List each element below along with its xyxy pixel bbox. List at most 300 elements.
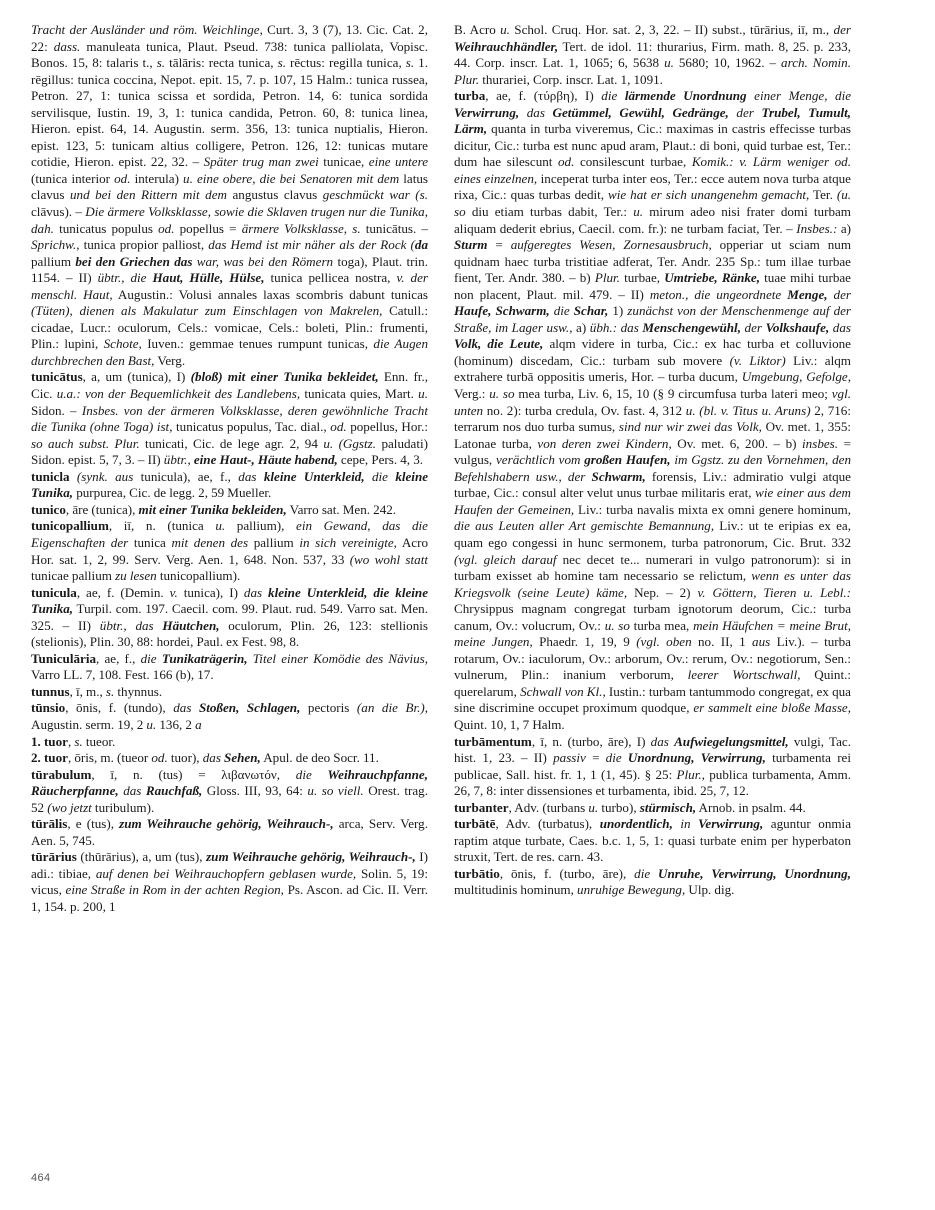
dictionary-entry (454, 816, 851, 866)
citation-text: Varro sat. Men. 242. (286, 501, 397, 517)
italic-note: die (601, 88, 618, 104)
italic-note: das (123, 783, 142, 799)
citation-text: tuae mihi turbae non placent, Plaut. mil. 479. – II) (454, 270, 851, 302)
citation-text: Nep. – 2) (627, 584, 698, 600)
headword: tunnus (31, 683, 70, 699)
citation-text: tunicula), ae, f., (133, 468, 239, 484)
italic-note: von deren zwei Kindern, (537, 435, 672, 451)
italic-note: übtr., das (99, 617, 154, 633)
citation-text: , ī, n. (tus) = λιβανωτόν, (91, 766, 296, 782)
citation-text: Quint. 10, 1, 7 Halm. (454, 716, 565, 732)
german-gloss: zum Weihrauche gehörig, Weihrauch-, (119, 816, 334, 832)
italic-note: so auch subst. Plur. (31, 435, 140, 451)
dictionary-entry (31, 585, 428, 651)
italic-note: wenn es unter das Kriegsvolk (seine Leute) käme, (454, 568, 851, 600)
german-gloss: Tunikaträgerin, (161, 650, 248, 666)
citation-text: popellus = (174, 220, 242, 236)
german-gloss: Häutchen, (162, 617, 220, 633)
citation-text: manuleata tunica, Plaut. Pseud. 738: tunica palliolata, Vopisc. Bonos. 15, 8: talaris t., (31, 38, 429, 71)
citation-text: Augustin. serm. 19, 2 (31, 716, 147, 732)
citation-text: Apul. de deo Socr. 11. (260, 750, 379, 766)
italic-note: s. (277, 55, 286, 71)
italic-note: das (202, 750, 221, 766)
citation-text: turbo), (598, 799, 640, 815)
italic-note: (Tüten), dienen als Makulatur zum Einschlagen von Makrelen, (31, 303, 383, 319)
italic-note: u. so (604, 617, 630, 633)
citation-text: (thūrārius), a, um (tus), (76, 849, 207, 865)
citation-text (519, 105, 527, 120)
headword: turbātio (454, 865, 500, 881)
headword: turbāmentum (454, 733, 532, 749)
italic-note: zu lesen (115, 568, 157, 584)
citation-text: thynnus. (114, 683, 163, 699)
italic-note: s. (156, 55, 166, 71)
citation-text: interula) (130, 170, 184, 186)
headword: tunico (31, 501, 66, 517)
citation-text: pallium (248, 534, 300, 550)
italic-note: das (526, 104, 545, 120)
citation-text (650, 866, 658, 881)
italic-note: eine Straße in Rom in der achten Region, (65, 882, 284, 898)
citation-text: forensis, Liv.: admiratio vulgi atque turbae, Cic.: consul alter velut unus turbae militaris erat, (454, 468, 851, 501)
citation-text: , ī, n. (turbo, āre), I) (531, 733, 651, 749)
italic-note: Später trug man zwei (203, 154, 319, 170)
citation-text: , ae, f. (Demin. (76, 584, 170, 600)
citation-text: alqm videre in turba, Cic.: ex hac turba et colluvione (hominum) discedam, Cic.: turbam sub movere (454, 336, 851, 368)
dictionary-entry (31, 849, 428, 915)
citation-text: Iuven.: gemmae tenues rumpunt tunicas, (141, 336, 374, 352)
german-gloss: Sturm (454, 237, 488, 253)
italic-note: zunächst von der Menschenmenge auf der Straße, im Lager usw., (454, 303, 852, 335)
italic-note: wie hat er sich unangenehm gemacht, (608, 187, 810, 203)
italic-note: die (553, 303, 570, 319)
italic-note: (vgl. gleich darauf (454, 551, 557, 567)
citation-text: , ae, f., (96, 650, 141, 666)
citation-text: , a, um (tunica), I) (82, 369, 191, 385)
citation-text: tunicātus. – (360, 220, 428, 236)
citation-text: publica turbamenta, Amm. 26, 7, 8: inter dissensiones et turbamenta, ibid. 25, 7, 12. (454, 766, 851, 799)
citation-text: Enn. fr., Cic. (31, 369, 428, 402)
citation-text: Turpil. com. 197. Caecil. com. 99. Plaut. rud. 549. Varro sat. Men. 325. – II) (31, 601, 428, 633)
german-gloss: Verwirrung, (698, 816, 764, 832)
citation-text: Ps. Ascon. ad Cic. II. Verr. 1, 154. p. 200, 1 (31, 882, 428, 914)
citation-text: = (585, 750, 606, 766)
dictionary-entry (31, 651, 428, 684)
german-gloss: Haufe, Schwarm, (454, 303, 550, 319)
italic-note: (wo wohl statt (349, 551, 428, 567)
citation-text: Orest. trag. 52 (31, 783, 428, 815)
dictionary-entry (31, 469, 428, 502)
headword: turba (454, 88, 486, 104)
italic-note: u. eine obere, die bei Senatoren mit dem (183, 170, 400, 186)
italic-note: passiv (553, 750, 586, 766)
citation-text: Liv.). – turba rotarum, Ov.: iaculorum, Ov.: arborum, Ov.: rerum, Ov.: negotiorum, Sen.: vulnerum, Plin.: inanium verborum, (454, 634, 851, 683)
citation-text: Augustin.: Volusi annales laxas scombris dabunt tunicas (112, 286, 428, 302)
italic-note: aus (752, 634, 771, 650)
italic-note: dass. (53, 38, 81, 54)
citation-text: pallium (31, 253, 76, 269)
italic-note: der (744, 319, 762, 335)
german-gloss: Weihrauchhändler, (454, 38, 559, 54)
italic-note: die (605, 750, 622, 766)
citation-text: = vulgus, (454, 435, 851, 468)
citation-text (312, 767, 328, 782)
citation-text: Ter. (809, 187, 837, 203)
italic-note: arch. Nomin. Plur. (454, 55, 851, 87)
italic-note: aufgeregtes Wesen, Zornesausbruch, (510, 237, 712, 253)
citation-text: 1. rēgillus: tunica coccina, Nepot. epit. 15, 7. p. 107, 15 Halm.: tunica russea, Petron. 27, 1: tunica scissa et sordida, Petron. 14, 6: tunica sordida servilisque, Iustin. 19, 3, 1: tunica candida, Petron. 60, 8: tunica linea, Hieron. epist. 64, 14. Augustin. serm. 356, 13: tunica nuptialis, Hieron. epist. 123, 5: tunicam altius colligere, Petron. 126, 12: tunicas mutare cotidie, Hieron. epist. 22, 32. – (31, 55, 429, 170)
german-gloss: Unordnung, Verwirrung, (627, 750, 766, 766)
citation-text: tunicopallium). (156, 568, 241, 584)
citation-text: turibulum). (91, 799, 155, 815)
dictionary-entry (31, 518, 428, 584)
citation-text (365, 469, 372, 484)
italic-note: (u. so (454, 187, 852, 220)
italic-note: a (195, 716, 202, 732)
dictionary-entry (31, 684, 428, 701)
italic-note: er sammelt eine bloße Masse, (693, 700, 851, 716)
italic-note: das (173, 700, 192, 716)
italic-note: Tracht der Ausländer und röm. Weichlinge, (31, 22, 263, 37)
citation-text: no. II, 1 (691, 634, 753, 650)
citation-text: nec decet te... numerari in vulgo patronorum): si in turbam exisset ab homine tam necessario se relictum, (454, 551, 852, 584)
citation-text: Acro Hor. sat. 1, 2, 99. Serv. Verg. Aen. 1, 648. Non. 537, 33 (31, 534, 428, 567)
italic-note: einer Menge, die (754, 88, 852, 104)
italic-note: war, was bei den Römern (192, 253, 334, 269)
headword: tūrabulum (31, 766, 92, 782)
citation-text (191, 700, 199, 715)
citation-text: pectoris (300, 700, 357, 716)
german-gloss: großen Haufen, (584, 452, 671, 468)
italic-note: (wo jetzt (47, 799, 92, 815)
headword: tūrālis (31, 816, 68, 832)
german-gloss: Sehen, (224, 750, 261, 766)
citation-text: Ov. met. 6, 200. – b) (671, 435, 803, 451)
italic-note: s. (405, 55, 415, 71)
page-number: 464 (31, 1172, 51, 1184)
citation-text: Liv.: ut te eripias ex ea, quam ego congessi in hunc sermonem, turba patronorum, Cic. Brut. 332 (454, 518, 851, 550)
italic-note: die (295, 766, 312, 782)
citation-text: angustus clavus (226, 187, 323, 203)
headword: Tuniculāria (31, 650, 97, 666)
italic-note: in (680, 816, 691, 832)
headword: tūnsio (31, 700, 66, 716)
italic-note: insbes. (802, 435, 839, 451)
citation-text: multitudinis hominum, (454, 882, 578, 898)
italic-note: eine untere (368, 154, 429, 170)
citation-text (256, 469, 263, 484)
german-gloss: Haut, Hülle, Hülse, (152, 270, 265, 286)
italic-note: der (736, 104, 754, 120)
citation-text: Varro LL. 7, 108. Fest. 166 (b), 17. (31, 667, 214, 683)
citation-text: popellus, Hor.: (346, 419, 428, 435)
italic-note: Plur., (676, 766, 705, 782)
italic-note: geschmückt war (s. (322, 187, 428, 203)
italic-note: das (238, 468, 257, 484)
italic-note: u. (215, 518, 226, 534)
italic-note: wie einer aus dem Haufen der Gemeinen, (454, 485, 851, 517)
german-gloss: Menge, (787, 286, 828, 302)
german-gloss: (bloß) mit einer Tunika bekleidet, (190, 369, 379, 385)
left-text-column (31, 22, 428, 1162)
headword: tunicula (31, 584, 77, 600)
headword: tunicātus (31, 369, 83, 385)
italic-note: übtr., die (97, 270, 147, 286)
dictionary-entry (454, 866, 851, 899)
citation-text: Iustin.: turbam tantummodo congregat, ex qua sine discrimine occupet proximum quodque, (454, 683, 851, 716)
italic-note: Schwall von Kl., (520, 683, 606, 699)
citation-text: tunicatus populus (53, 220, 159, 236)
italic-note: sind nur wir zwei das Volk, (618, 419, 762, 435)
citation-text: Quint.: querelarum, (454, 667, 851, 699)
citation-text: Liv.: turba navalis mixta ex omni genere hominum, (574, 501, 851, 517)
citation-text: purpurea, Cic. de legg. 2, 59 Mueller. (73, 485, 272, 501)
german-gloss: kleine Unterkleid, die kleine Tunika, (31, 584, 429, 617)
german-gloss: Aufwiegelungsmittel, (674, 733, 789, 749)
german-gloss: Getümmel, Gewühl, Gedränge, (552, 104, 729, 120)
italic-note: od. (558, 154, 575, 170)
citation-text: I) adi.: tibiae, (31, 849, 428, 881)
citation-text: turba mea, (629, 617, 694, 633)
italic-note: Schote, (103, 336, 142, 352)
italic-note: unruhige Bewegung, (577, 882, 686, 898)
citation-text: , ōnis, f. (turbo, āre), (499, 865, 635, 881)
italic-note: und bei den Rittern mit dem (69, 187, 227, 203)
citation-text: Arnob. in psalm. 44. (696, 799, 806, 815)
italic-note: mit denen des (171, 534, 249, 550)
german-gloss: mit einer Tunika bekleiden, (138, 501, 287, 517)
citation-text: tueor. (82, 733, 116, 749)
citation-text: = (487, 237, 511, 253)
headword: 2. tuor (31, 750, 68, 766)
citation-text (545, 105, 553, 120)
citation-text: 1) (608, 303, 628, 319)
citation-text: inceperat turba inter eos, Ter.: ecce autem nova turba atque rixa, Cic.: quas turbas dedit, (454, 170, 851, 203)
two-column-body (31, 22, 904, 1162)
citation-text: clāvus). – (31, 204, 86, 220)
citation-text: Verg. (154, 352, 186, 368)
citation-text: thurariei, Corp. inscr. Lat. 1, 1091. (479, 71, 663, 87)
citation-text: pallium), (225, 518, 297, 534)
citation-text: tunicae, (318, 154, 369, 170)
citation-text: , ōris, m. (tueor (67, 750, 152, 766)
citation-text: cepe, Pers. 4, 3. (337, 452, 424, 468)
italic-note: u. (588, 799, 599, 815)
citation-text: tunica pellicea nostra, (264, 270, 397, 286)
italic-note: Titel einer Komödie des Nävius, (252, 650, 429, 666)
citation-text: toga), Plaut. trin. 1154. – II) (31, 253, 428, 286)
headword: tunicopallium (31, 518, 109, 534)
citation-text: tunica (128, 534, 172, 550)
citation-text: , Adv. (turbatus), (495, 816, 600, 832)
german-gloss: kleine Tunika, (31, 468, 429, 501)
italic-note: die (140, 650, 157, 666)
citation-text: 2, 716: terrarum nos duo turba sumus, (454, 402, 851, 435)
dictionary-entry (31, 502, 428, 519)
german-gloss: eine Haut-, Häute habend, (193, 452, 338, 468)
citation-text: opperiar ut sciam num quidnam haec turba tristitiae adferat, Ter. Andr. 235 Sp.: tum illae turbae fient, Ter. Andr. 380. – b) (454, 237, 852, 286)
citation-text: , ī, m., (69, 683, 106, 699)
italic-note: Sprichw., (31, 237, 80, 253)
dictionary-entry (454, 88, 851, 733)
citation-text: turbamenta rei publicae, Sall. hist. fr. 1, 1 (1, 45). § 25: (454, 750, 852, 782)
citation-text: tālāris: recta tunica, (165, 55, 278, 71)
citation-text: , āre (tunica), (65, 501, 139, 517)
citation-text: aguntur onmia raptim atque turbate, Caes. b.c. 1, 5, 1: quasi turbate enim per hyperbaton struxit, Tert. de res. carn. 43. (454, 816, 852, 865)
italic-note: meton., die ungeordnete (649, 286, 782, 302)
citation-text: (tunica interior (31, 170, 115, 186)
headword: 1. tuor (31, 733, 68, 749)
italic-note: der (833, 286, 851, 302)
citation-text: no. 2): turba credula, Ov. fast. 4, 312 (483, 402, 686, 418)
citation-text: a) (572, 319, 590, 335)
citation-text: , e (tus), (67, 816, 120, 832)
italic-note: das (243, 584, 263, 600)
german-gloss: Unruhe, Verwirrung, Unordnung, (658, 865, 852, 881)
citation-text: 136, 2 (156, 716, 196, 732)
italic-note: u. (146, 716, 157, 732)
citation-text: tunicati, Cic. de lege agr. 2, 94 (139, 435, 324, 451)
italic-note: Umgebung, Gefolge, (741, 369, 852, 385)
citation-text: arca, Serv. Verg. Aen. 5, 745. (31, 816, 428, 848)
citation-text: rēctus: regilla tunica, (285, 55, 406, 71)
german-gloss: Stoßen, Schlagen, (198, 700, 301, 716)
citation-text: Liv.: alqm extrahere turbā oppositis umeris, Hor. – turba ducum, (454, 352, 851, 385)
dictionary-entry (31, 734, 428, 751)
citation-text: Tert. de idol. 11: thurarius, Firm. math. 8, 25. p. 233, 44. Corp. inscr. Lat. 1, 1065; 6, 5638 (454, 38, 851, 71)
citation-text: mea turba, Liv. 6, 15, 10 (§ 9 circumfusa turba lateri meo; (514, 386, 832, 402)
citation-text: latus clavus (31, 170, 428, 203)
citation-text: 5680; 10, 1962. – (673, 55, 782, 71)
italic-note: u. so viell. (307, 783, 364, 799)
italic-note: im Ggstz. zu den Vornehmen, den Befehlshabern usw., der (454, 452, 851, 484)
italic-note: leerer Wortschwall, (687, 667, 801, 683)
citation-text: Curt. 3, 3 (7), 13. Cic. Cat. 2, 22: (31, 22, 428, 54)
dictionary-entry (454, 800, 851, 817)
italic-note: auf denen bei Weihrauchopfern geblasen wurde, (95, 865, 357, 881)
italic-note: ein Gewand, das die Eigenschaften der (31, 518, 428, 550)
italic-note: u. (664, 55, 674, 71)
citation-text: Schol. Cruq. Hor. sat. 2, 3, 22. – II) subst., tūrārius, iī, m., (509, 22, 834, 37)
citation-text: vulgi, Tac. hist. 1, 23. – II) (454, 733, 852, 766)
citation-text: Ov. met. 1, 355: Latonae turba, (454, 419, 852, 451)
german-gloss: Volk, die Leute, (454, 336, 544, 352)
citation-text: a) (837, 220, 852, 236)
italic-note: u. (500, 22, 510, 37)
italic-note: vgl. unten (454, 386, 851, 418)
citation-text: tunicata quies, Mart. (300, 386, 419, 402)
italic-note: u. so (489, 386, 515, 402)
italic-note: u. (633, 204, 644, 220)
italic-note: s. (105, 683, 115, 699)
italic-note: übh.: das (589, 319, 639, 335)
italic-note: das (832, 319, 851, 335)
italic-note: Plur. (594, 270, 620, 286)
citation-text: tuor), (167, 750, 203, 766)
italic-note: (synk. aus (76, 468, 134, 484)
citation-text: , ae, f. (τύρβη), I) (485, 88, 602, 104)
dictionary-entry (31, 816, 428, 849)
italic-note: die (371, 468, 388, 484)
german-gloss: Volkshaufe, (765, 319, 830, 335)
italic-note: in sich vereinigte, (299, 534, 397, 550)
italic-note: (an die Br.), (356, 700, 429, 716)
german-gloss: lärmende Unordnung (624, 88, 747, 104)
dictionary-entry (454, 734, 851, 800)
italic-note: mein Häufchen = meine Brut, meine Jungen, (454, 617, 851, 650)
citation-text: , iī, n. (tunica (108, 518, 216, 534)
italic-note: od. (114, 170, 131, 186)
german-gloss: Menschengewühl, (642, 319, 741, 335)
german-gloss: Trubel, Tumult, Lärm, (454, 104, 852, 137)
citation-text: , Adv. (turbans (508, 799, 589, 815)
italic-note: od. (151, 750, 168, 766)
italic-note: die (634, 865, 651, 881)
italic-note: ärmere Volksklasse, s. (241, 220, 361, 236)
german-gloss: Rauchfaß, (145, 783, 203, 799)
citation-text: tunica propior palliost, (79, 237, 209, 253)
german-gloss: da (414, 237, 428, 253)
citation-text: tunicatus populus, Tac. dial., (172, 419, 331, 435)
italic-note: (v. Liktor) (729, 352, 786, 368)
german-gloss: zum Weihrauche gehörig, Weihrauch-, (206, 849, 416, 865)
dictionary-entry (31, 700, 428, 733)
italic-note: das Hemd ist mir näher als der Rock ( (208, 237, 415, 253)
italic-note: od. (330, 419, 347, 435)
german-gloss: kleine Unterkleid, (263, 468, 365, 484)
citation-text: Chrysippus magnam congregat turbam ignotorum deorum, Cic.: turba canum, Ov.: volucrum, Ov.: (454, 601, 851, 633)
right-text-column (454, 22, 851, 1162)
italic-note: u. (418, 386, 428, 402)
citation-text: B. Acro (454, 22, 501, 37)
citation-text: Verg.: (454, 386, 490, 402)
dictionary-entry (454, 22, 851, 88)
italic-note: das (650, 733, 669, 749)
dictionary-entry (31, 22, 428, 369)
italic-note: s. (74, 733, 83, 749)
italic-note: der (833, 22, 851, 37)
italic-note: u. (bl. v. Titus u. Aruns) (685, 402, 811, 418)
citation-text: diu etiam turbas dabit, Ter.: (465, 204, 634, 220)
italic-note: Komik.: v. Lärm weniger od. eines einzelnen, (454, 154, 851, 186)
dictionary-entry (31, 369, 428, 468)
german-gloss: unordentlich, (599, 816, 673, 832)
citation-text: Sidon. – (31, 402, 82, 418)
headword: turbanter (454, 799, 509, 815)
german-gloss: Verwirrung, (454, 104, 520, 120)
citation-text: tunicae pallium (31, 568, 116, 584)
italic-note: Insbes.: (796, 220, 838, 236)
german-gloss: Weihrauchpfanne, Räucherpfanne, (31, 766, 429, 799)
italic-note: die aus Leuten aller Art gemischte Bemannung, (454, 518, 715, 534)
italic-note: v. Göttern, Tieren u. Lebl.: (697, 584, 851, 600)
italic-note: v. der menschl. Haut, (31, 270, 429, 302)
italic-note: (vgl. oben (636, 634, 692, 650)
german-gloss: Schar, (573, 303, 609, 319)
dictionary-entry (31, 767, 428, 817)
headword: turbātē (454, 816, 496, 832)
italic-note: verächtlich vom (495, 452, 581, 468)
german-gloss: bei den Griechen das (75, 253, 193, 269)
italic-note: Die ärmere Volksklasse, sowie die Sklaven trugen nur die Tunika, dah. (31, 204, 428, 236)
citation-text: Gloss. III, 93, 64: (202, 783, 308, 799)
italic-note: die Augen durchbrechen den Bast, (31, 336, 429, 368)
citation-text: Phaedr. 1, 19, 9 (532, 634, 637, 650)
citation-text (691, 816, 699, 831)
citation-text: , ōnis, f. (tundo), (65, 700, 174, 716)
headword: tūrārius (31, 849, 77, 865)
dictionary-entry (31, 750, 428, 767)
